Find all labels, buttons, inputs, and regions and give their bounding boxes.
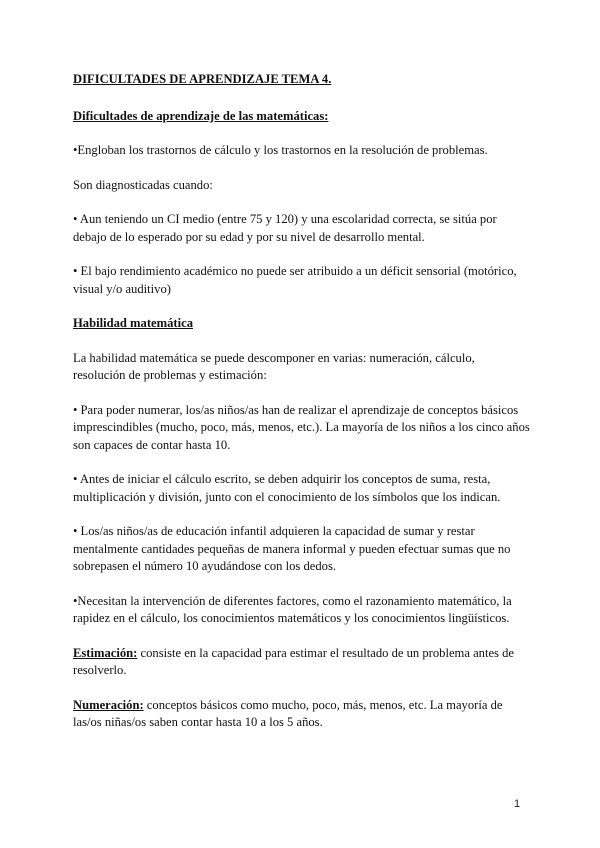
term-estimacion: Estimación: [73,645,138,660]
bullet-calculo-escrito: • Antes de iniciar el cálculo escrito, se deben adquirir los conceptos de suma, resta, multiplicación y división, junto con el conocimiento de los símbolos que los indican. [73,472,501,504]
bullet-bajo-rendimiento: • El bajo rendimiento académico no puede ser atribuido a un déficit sensorial (motórico, visual y/o auditivo) [73,264,517,296]
bullet-ci-medio: • Aun teniendo un CI medio (entre 75 y 120) y una escolaridad correcta, se sitúa por debajo de lo esperado por su edad y por su nivel de desarrollo mental. [73,212,497,244]
definition-estimacion: consiste en la capacidad para estimar el resultado de un problema antes de resolverlo. [73,645,514,677]
section-heading-habilidad: Habilidad matemática [73,316,193,330]
document-title: DIFICULTADES DE APRENDIZAJE TEMA 4. [73,72,332,86]
page-number: 1 [514,798,521,810]
paragraph-estimacion [73,645,530,680]
bullet-numerar: • Para poder numerar, los/as niños/as han de realizar el aprendizaje de conceptos básicos imprescindibles (mucho, poco, más, menos, etc.). La mayoría de los niños a los cinco años son capaces de contar hasta 10. [73,402,530,452]
term-numeracion: Numeración: [73,697,144,712]
paragraph-numeracion [73,697,530,732]
paragraph-intro: •Engloban los trastornos de cálculo y los trastornos en la resolución de problemas. [73,143,488,157]
paragraph-habilidad-intro: La habilidad matemática se puede descomponer en varias: numeración, cálculo, resolución de problemas y estimación: [73,350,475,382]
definition-numeracion: conceptos básicos como mucho, poco, más, menos, etc. La mayoría de las/os niñas/os saben contar hasta 10 a los 5 años. [73,697,503,729]
bullet-educacion-infantil: • Los/as niños/as de educación infantil adquieren la capacidad de sumar y restar mentalmente cantidades pequeñas de manera informal y pueden efectuar sumas que no sobrepasen el número 10 ayudándose con los dedos. [73,524,511,573]
section-heading-math-difficulties: Dificultades de aprendizaje de las matemáticas: [73,108,329,123]
bullet-factores: •Necesitan la intervención de diferentes factores, como el razonamiento matemático, la rapidez en el cálculo, los conocimientos matemáticos y los conocimientos lingüísticos. [73,593,512,625]
paragraph-diagnosed: Son diagnosticadas cuando: [73,177,213,192]
